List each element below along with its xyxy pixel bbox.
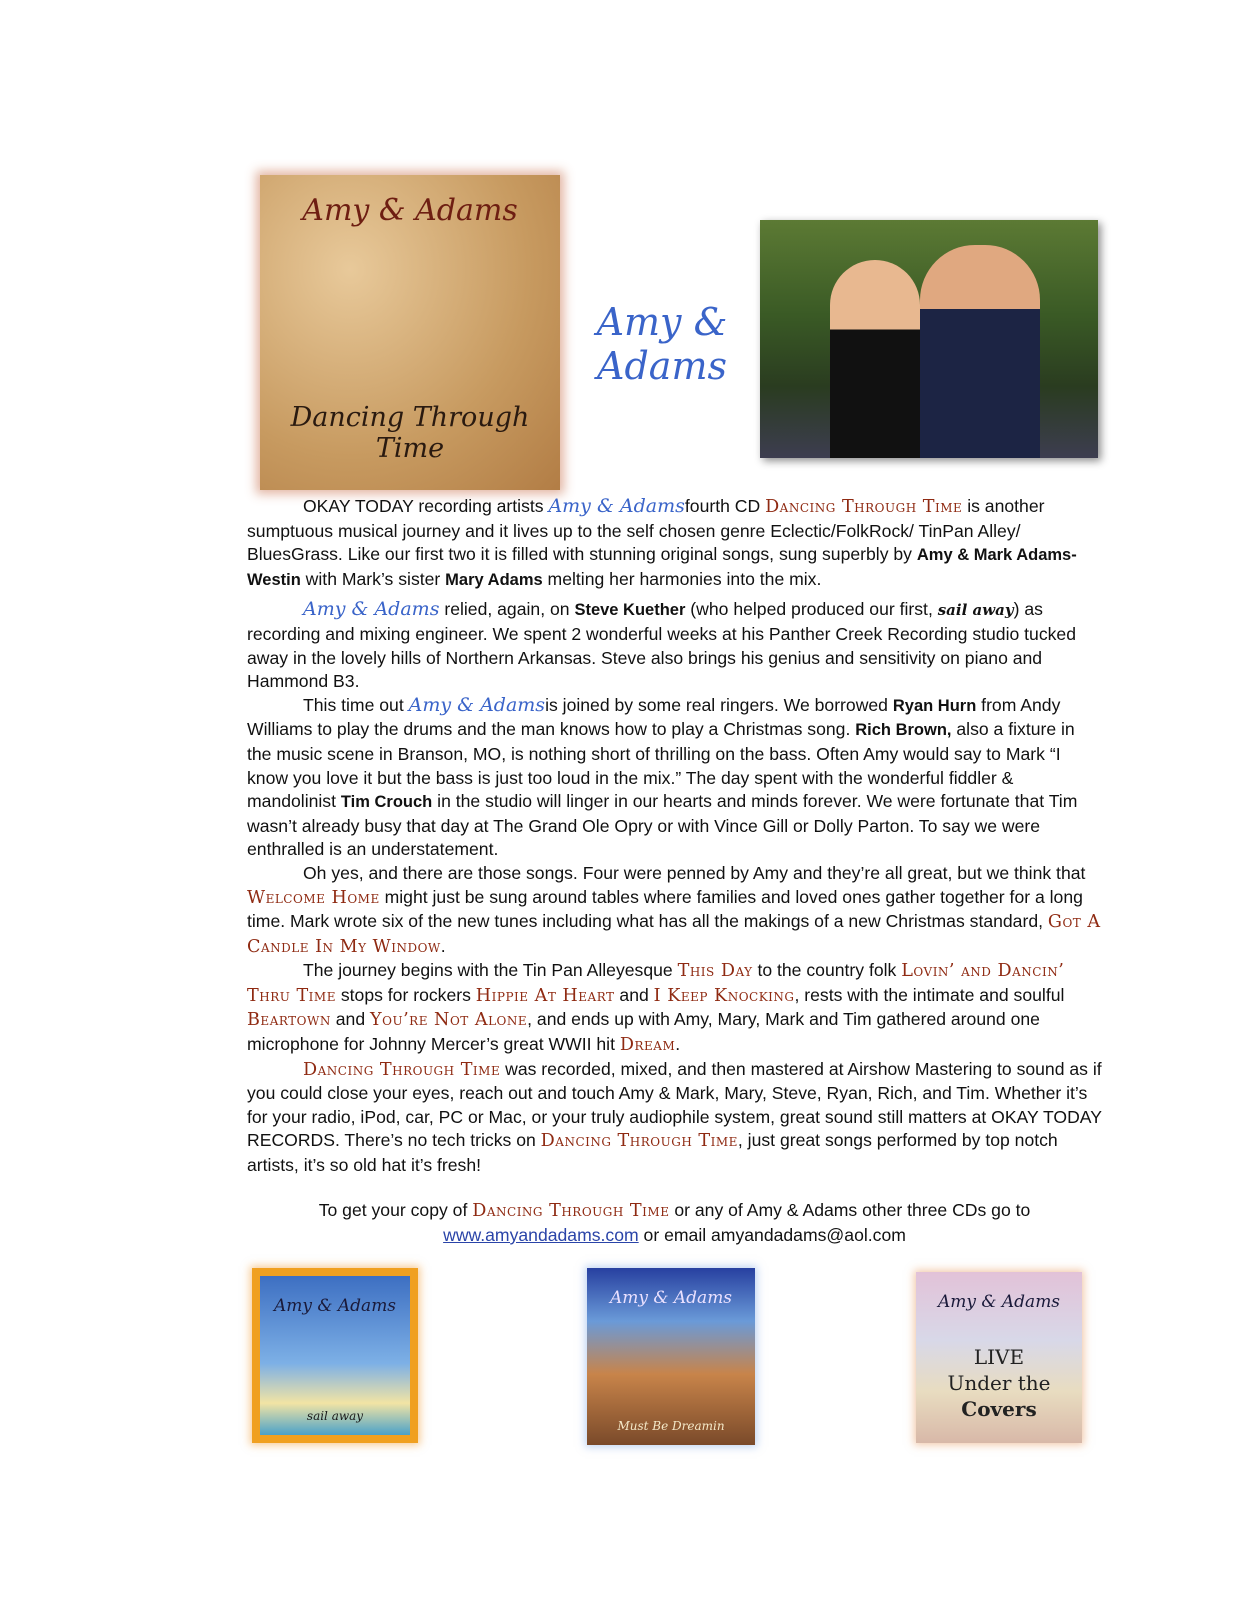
photo-person-amy [830, 260, 920, 458]
album-title: Dancing Through Time [540, 1131, 738, 1152]
song-title: Lovin’ and Dancin’ Thru Time [247, 961, 1065, 1006]
song-title: Welcome Home [247, 887, 380, 908]
cd-cover-sail-away [252, 1268, 418, 1443]
cover-title: Amy & Adams [302, 193, 518, 228]
brand-name: Amy & Adams [408, 693, 546, 716]
paragraph-2: Amy & Adams relied, again, on Steve Kuether (who helped produced our first, sail away) as recording and mixing engineer. We spent 2 wonderful weeks at his Panther Creek Recording studio tucked away in the lovely hills of Northern Arkansas. Steve also brings his genius and sensitivity on piano and Hammond B3. [247, 598, 1077, 692]
song-title: Dream [619, 1035, 676, 1056]
brand-name: Amy & Adams [303, 598, 440, 621]
ryan-hurn: Ryan Hurn [892, 696, 977, 715]
paragraph-5: The journey begins with the Tin Pan Alleyesque This Day to the country folk Lovin’ and Dancin’ Thru Time stops for rockers Hippie At Heart and I Keep Knocking, rests with the intimate and soulful Beartown and You’re Not Alone, and ends up with Amy, Mary, Mark and Tim gathered around one microphone for Johnny Mercer’s great WWII hit Dream. [247, 960, 1065, 1056]
song-title: Hippie At Heart [475, 985, 615, 1006]
contact-line-2: www.amyandadams.com or email amyandadams@aol.com [443, 1225, 906, 1245]
paragraph-6: Dancing Through Time was recorded, mixed, and then mastered at Airshow Mastering to sound as if you could close your eyes, reach out and touch Amy & Mark, Mary, Steve, Ryan, Rich, and Tim. Whether it’s for your radio, iPod, car, PC or Mac, or your truly audiophile system, great sound still matters at OKAY TODAY RECORDS. There’s no tech tricks on Dancing Through Time, just great songs performed by top notch artists, it’s so old hat it’s fresh! [247, 1058, 1102, 1176]
tim-crouch: Tim Crouch [340, 793, 433, 812]
album-title: Dancing Through Time [303, 1059, 501, 1080]
album-cover-dancing-through-time [260, 175, 560, 490]
cd-cover-live-under-the-covers [916, 1272, 1082, 1443]
cd-subtitle: Must Be Dreamin [617, 1419, 725, 1433]
contact-line-1: To get your copy of Dancing Through Time or any of Amy & Adams other three CDs go to [318, 1200, 1031, 1221]
rich-brown: Rich Brown, [855, 721, 952, 740]
paragraph-1: OKAY TODAY recording artists Amy & Adamsfourth CD Dancing Through Time is another sumptuous musical journey and it lives up to the self chosen genre Eclectic/FolkRock/ TinPan Alley/ BluesGrass. Like our first two it is filled with stunning original songs, sung superbly by Amy & Mark Adams-Westin with Mark’s sister Mary Adams melting her harmonies into the mix. [247, 495, 1077, 589]
website-link[interactable]: www.amyandadams.com [443, 1225, 639, 1245]
amy-and-adams-logo: Amy & Adams [596, 300, 728, 388]
album-title: Dancing Through Time [765, 497, 963, 517]
song-title: Beartown [247, 1010, 331, 1031]
band-photo [760, 220, 1098, 458]
song-title: Got A Candle In My Window [247, 912, 1101, 957]
article-body [247, 495, 1102, 1178]
contact-info [247, 1198, 1102, 1247]
cover-subtitle: Dancing Through Time [290, 402, 530, 464]
mary-adams: Mary Adams [445, 570, 543, 589]
paragraph-4: Oh yes, and there are those songs. Four were penned by Amy and they’re all great, but we think that Welcome Home might just be sung around tables where families and loved ones gather together for a long time. Mark wrote six of the new tunes including what has all the makings of a new Christmas standard, Got A Candle In My Window. [247, 862, 1101, 957]
steve-kuether: Steve Kuether [574, 601, 686, 620]
cd-title: Amy & Adams [609, 1288, 733, 1308]
cd-subtitle: sail away [306, 1409, 364, 1423]
album-title: Dancing Through Time [472, 1201, 670, 1221]
cd-cover-must-be-dreamin [587, 1268, 755, 1445]
brand-name: Amy & Adams [548, 495, 685, 517]
cd-live-label: LIVE Under the Covers [947, 1345, 1051, 1421]
song-title: This Day [677, 961, 753, 982]
first-cd-title: sail away [937, 601, 1014, 620]
song-title: You’re Not Alone [370, 1010, 528, 1031]
song-title: I Keep Knocking [653, 985, 795, 1006]
cd-title: Amy & Adams [937, 1292, 1061, 1312]
photo-person-mark [920, 245, 1040, 458]
artist-names: Amy & Mark Adams-Westin [247, 546, 1077, 589]
paragraph-3: This time out Amy & Adamsis joined by some real ringers. We borrowed Ryan Hurn from Andy Williams to play the drums and the man knows how to play a Christmas song. Rich Brown, also a fixture in the music scene in Branson, MO, is nothing short of thrilling on the bass. Often Amy would say to Mark “I know you love it but the bass is just too loud in the mix.” The day spent with the wonderful fiddler & mandolinist Tim Crouch in the studio will linger in our hearts and minds forever. We were fortunate that Tim wasn’t already busy that day at The Grand Ole Opry or with Vince Gill or Dolly Parton. To say we were enthralled is an understatement. [247, 693, 1078, 860]
cd-title: Amy & Adams [273, 1296, 397, 1316]
